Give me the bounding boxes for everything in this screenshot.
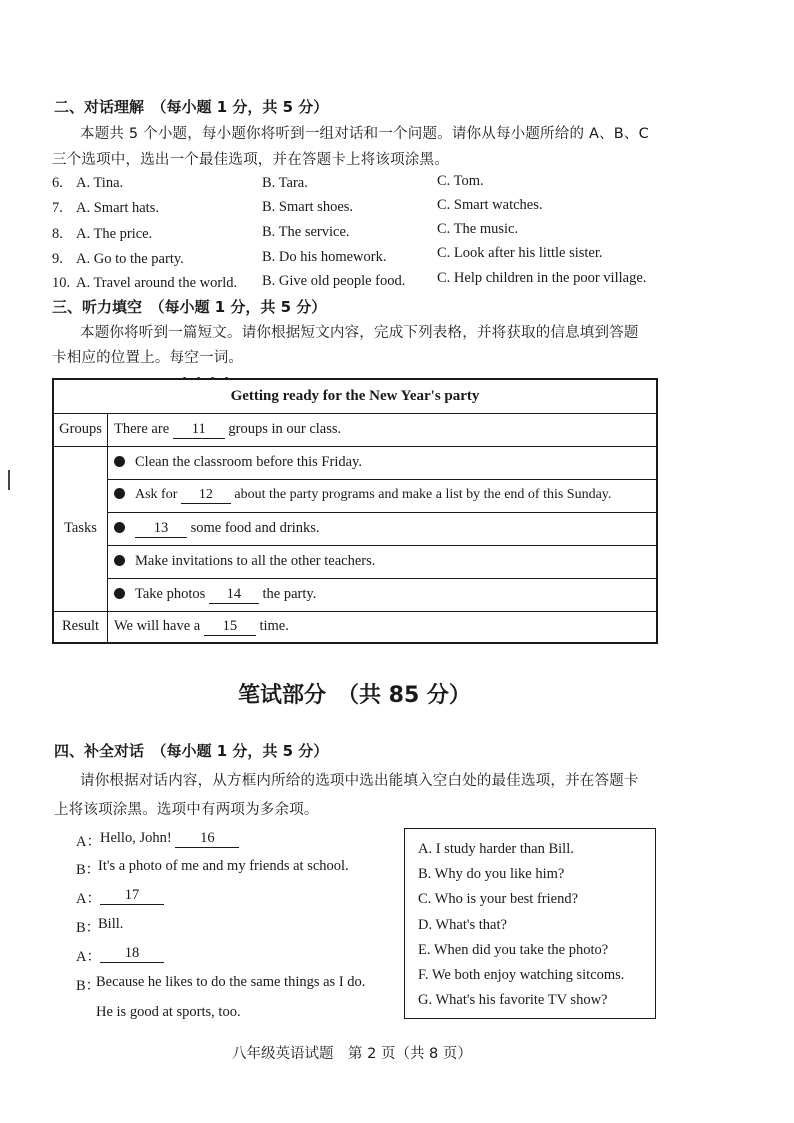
table-title: Getting ready for the New Year's party bbox=[53, 379, 657, 413]
question-number: 9. bbox=[52, 251, 63, 267]
blank-12: 12 bbox=[181, 487, 231, 504]
option-item: G. What's his favorite TV show? bbox=[418, 992, 608, 1008]
blank-18: 18 bbox=[100, 945, 164, 963]
task-row bbox=[108, 578, 658, 611]
option-a: A. Travel around the world. bbox=[76, 275, 238, 291]
options-box bbox=[404, 828, 656, 1019]
option-c: C. Look after his little sister. bbox=[437, 245, 603, 261]
blank-11: 11 bbox=[173, 421, 225, 439]
section4-instruction-1: 请你根据对话内容，从方框内所给的选项中选出能填入空白处的最佳选项，并在答题卡 bbox=[80, 773, 639, 789]
option-item: A. I study harder than Bill. bbox=[418, 841, 574, 857]
option-a: A. Smart hats. bbox=[76, 200, 159, 216]
scan-mark bbox=[8, 470, 10, 490]
bullet-icon bbox=[114, 588, 125, 599]
blank-15: 15 bbox=[204, 618, 256, 636]
section3-instruction-2: 卡相应的位置上。每空一词。 bbox=[52, 350, 244, 366]
dialog-text: Hello, John! bbox=[100, 830, 172, 846]
option-item: B. Why do you like him? bbox=[418, 866, 565, 882]
section4-instruction-2: 上将该项涂黑。选项中有两项为多余项。 bbox=[54, 802, 319, 818]
task-row bbox=[108, 512, 658, 545]
option-c: C. Smart watches. bbox=[437, 197, 543, 213]
bullet-icon bbox=[114, 456, 125, 467]
question-number: 8. bbox=[52, 226, 63, 242]
option-item: E. When did you take the photo? bbox=[418, 942, 609, 958]
question-number: 10. bbox=[52, 275, 71, 291]
result-cell bbox=[108, 611, 658, 643]
task-2-pre: Ask for bbox=[135, 487, 178, 502]
groups-post: groups in our class. bbox=[228, 420, 342, 437]
dialog-line-7: He is good at sports, too. bbox=[96, 1004, 241, 1020]
option-item: D. What's that? bbox=[418, 917, 507, 933]
blank-17: 17 bbox=[100, 887, 164, 905]
task-row bbox=[108, 479, 658, 512]
dialog-line-4: Bill. bbox=[98, 916, 124, 932]
section2-instruction-1: 本题共 5 个小题，每小题你将听到一组对话和一个问题。请你从每小题所给的 A、B、C bbox=[80, 126, 649, 142]
task-5-pre: Take photos bbox=[135, 585, 206, 602]
page-footer: 八年级英语试题 第 2 页（共 8 页） bbox=[232, 1046, 472, 1062]
task-1: Clean the classroom before this Friday. bbox=[135, 454, 362, 470]
blank-14: 14 bbox=[209, 586, 259, 604]
option-a: A. Go to the party. bbox=[76, 251, 184, 267]
dialog-line-6: Because he likes to do the same things as I do. bbox=[96, 974, 366, 990]
option-c: C. The music. bbox=[437, 221, 519, 237]
section3-title: 三、听力填空 （每小题 1 分，共 5 分） bbox=[52, 298, 327, 316]
option-b: B. The service. bbox=[262, 224, 350, 240]
section3-instruction-1: 本题你将听到一篇短文。请你根据短文内容，完成下列表格，并将获取的信息填到答题 bbox=[80, 325, 639, 341]
tasks-label: Tasks bbox=[53, 446, 108, 611]
blank-13: 13 bbox=[135, 520, 187, 538]
task-5-post: the party. bbox=[262, 585, 317, 602]
party-table bbox=[52, 378, 658, 644]
speaker-b: B： bbox=[76, 862, 101, 878]
speaker-b: B： bbox=[76, 978, 101, 994]
question-number: 6. bbox=[52, 175, 63, 191]
bullet-icon bbox=[114, 488, 125, 499]
option-item: F. We both enjoy watching sitcoms. bbox=[418, 967, 625, 983]
task-4: Make invitations to all the other teachers. bbox=[135, 553, 376, 569]
bullet-icon bbox=[114, 522, 125, 533]
result-pre: We will have a bbox=[114, 617, 201, 634]
option-b: B. Smart shoes. bbox=[262, 199, 354, 215]
result-label: Result bbox=[53, 611, 108, 643]
bullet-icon bbox=[114, 555, 125, 566]
task-2-post: about the party programs and make a list by the end of this Sunday. bbox=[234, 487, 612, 502]
section2-title: 二、对话理解 （每小题 1 分，共 5 分） bbox=[54, 98, 329, 116]
dialog-line-2: It's a photo of me and my friends at school. bbox=[98, 858, 349, 874]
task-3-post: some food and drinks. bbox=[190, 519, 320, 536]
groups-pre: There are bbox=[114, 420, 170, 437]
section2-instruction-2: 三个选项中，选出一个最佳选项，并在答题卡上将该项涂黑。 bbox=[52, 152, 449, 168]
groups-cell bbox=[108, 413, 658, 446]
section4-title: 四、补全对话 （每小题 1 分，共 5 分） bbox=[54, 742, 329, 760]
option-b: B. Give old people food. bbox=[262, 273, 406, 289]
written-part-title: 笔试部分 （共 85 分） bbox=[238, 683, 471, 708]
dialog-line-1 bbox=[100, 830, 239, 848]
option-a: A. Tina. bbox=[76, 175, 124, 191]
question-number: 7. bbox=[52, 200, 63, 216]
option-item: C. Who is your best friend? bbox=[418, 891, 579, 907]
option-c: C. Tom. bbox=[437, 173, 484, 189]
task-row bbox=[108, 545, 658, 578]
option-b: B. Do his homework. bbox=[262, 249, 387, 265]
blank-16: 16 bbox=[175, 830, 239, 848]
task-row bbox=[108, 446, 658, 479]
groups-label: Groups bbox=[53, 413, 108, 446]
option-a: A. The price. bbox=[76, 226, 153, 242]
speaker-a: A： bbox=[76, 891, 101, 907]
option-c: C. Help children in the poor village. bbox=[437, 270, 647, 286]
result-post: time. bbox=[259, 617, 289, 634]
speaker-b: B： bbox=[76, 920, 101, 936]
speaker-a: A： bbox=[76, 834, 101, 850]
speaker-a: A： bbox=[76, 949, 101, 965]
option-b: B. Tara. bbox=[262, 175, 308, 191]
